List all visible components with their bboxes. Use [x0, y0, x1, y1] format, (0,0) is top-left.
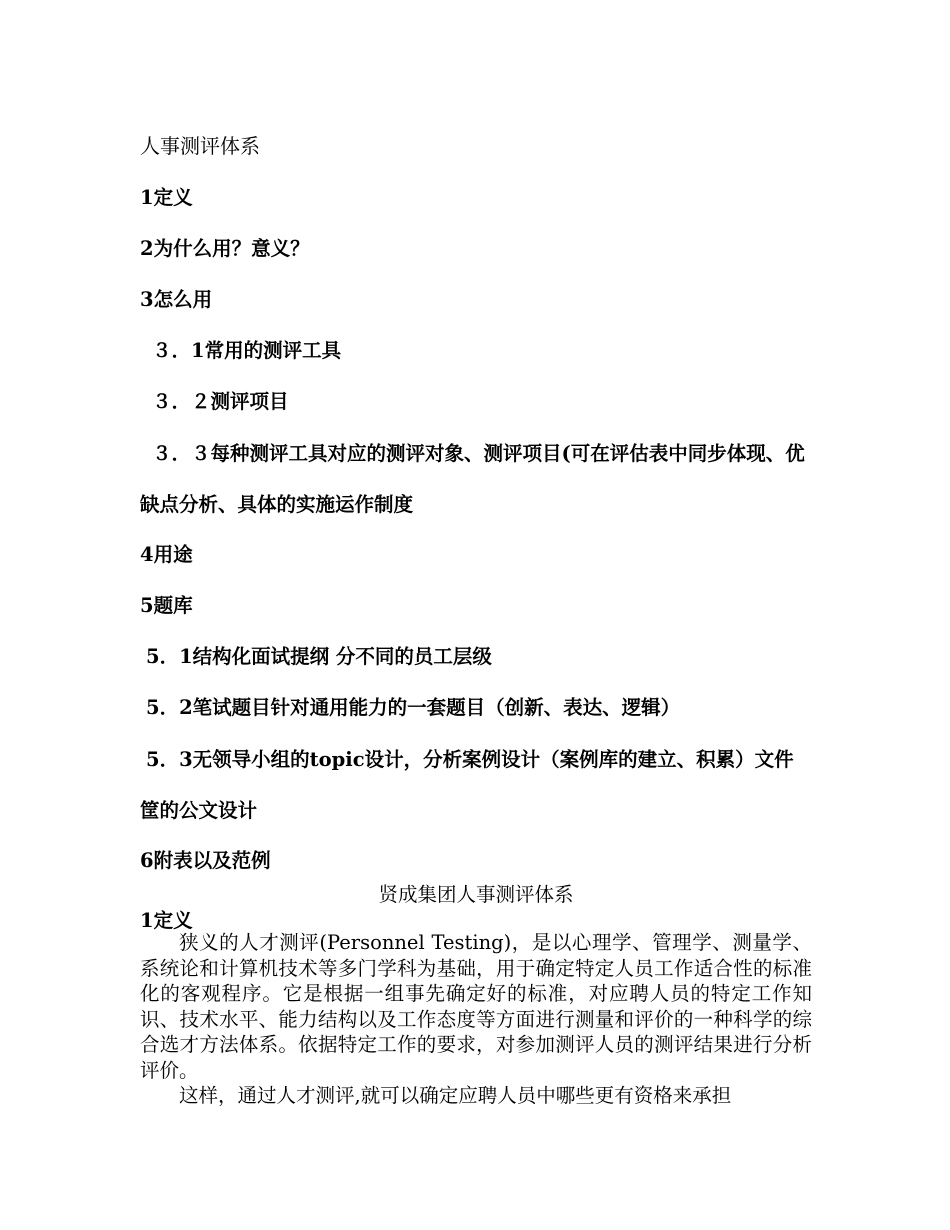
outline-item-how: 3怎么用: [140, 288, 213, 311]
outline-item-tool-mapping: ３．３每种测评工具对应的测评对象、测评项目(可在评估表中同步体现、优缺点分析、具体的实施运作制度: [140, 441, 805, 516]
outline-item-group-discussion: 5．3无领导小组的topic设计，分析案例设计（案例库的建立、积累）文件筐的公文设计: [140, 747, 794, 822]
paragraph: 狭义的人才测评(Personnel Testing)，是以心理学、管理学、测量学、系统论和计算机技术等多门学科为基础，用于确定特定人员工作适合性的标准化的客观程序。它是根据一组事先确定好的标准，对应聘人员的特定工作知识、技术水平、能力结构以及工作态度等方面进行测量和评价的一种科学的综合选才方法体系。依据特定工作的要求，对参加测评人员的测评结果进行分析评价。: [140, 931, 812, 1082]
outline-item-interview: 5．1结构化面试提纲 分不同的员工层级: [146, 645, 492, 668]
section-body: [140, 930, 812, 1109]
outline-list: [140, 183, 812, 897]
document-title: 贤成集团人事测评体系: [378, 883, 574, 906]
outline-item-question-bank: 5题库: [140, 594, 193, 617]
outline-item-definition: 1定义: [140, 186, 193, 209]
paragraph: 这样，通过人才测评,就可以确定应聘人员中哪些更有资格来承担: [179, 1084, 732, 1107]
section-heading: 1定义: [140, 909, 193, 932]
outline-item-items: ３．２测评项目: [152, 390, 289, 413]
outline-item-appendix: 6附表以及范例: [140, 849, 271, 872]
outline-item-tools: ３．1常用的测评工具: [152, 339, 342, 362]
outline-item-usage: 4用途: [140, 543, 193, 566]
page-title: 人事测评体系: [140, 134, 260, 158]
outline-item-why: 2为什么用？意义？: [140, 237, 310, 260]
outline-item-written-test: 5．2笔试题目针对通用能力的一套题目（创新、表达、逻辑）: [146, 696, 681, 719]
